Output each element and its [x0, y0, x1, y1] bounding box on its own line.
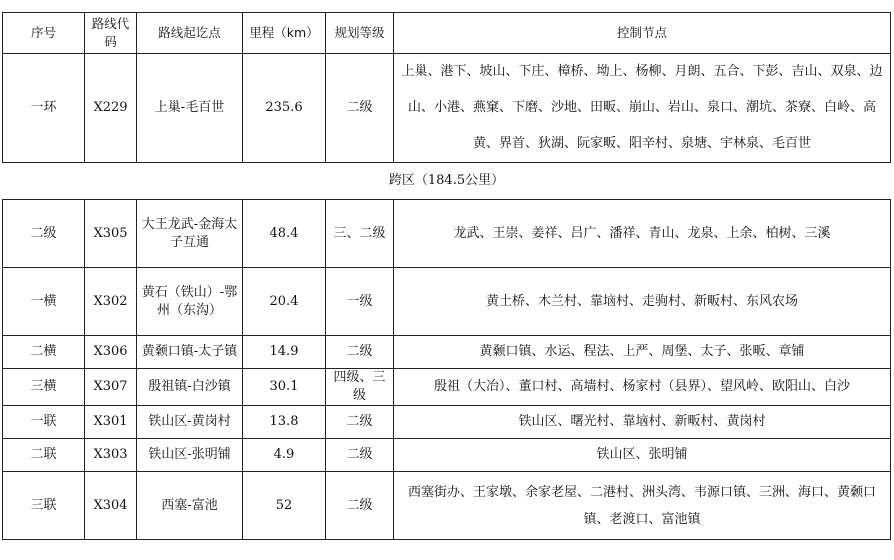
cell-seq: 一横 — [3, 268, 85, 336]
cell-route-endpoints: 大王龙武-金海太子互通 — [137, 200, 243, 268]
cell-control-nodes: 铁山区、曙光村、靠垴村、新畈村、黄岗村 — [394, 406, 891, 439]
cell-mileage: 14.9 — [243, 336, 326, 369]
cell-route-endpoints: 西塞-富池 — [137, 472, 243, 540]
table-row — [3, 268, 891, 336]
cell-mileage: 235.6 — [243, 54, 326, 163]
span-section-row — [3, 163, 891, 200]
cell-grade: 二级 — [326, 54, 394, 163]
cell-control-nodes: 龙武、王崇、姜祥、吕广、潘祥、青山、龙泉、上余、柏树、三溪 — [394, 200, 891, 268]
cell-route-endpoints: 铁山区-张明铺 — [137, 439, 243, 472]
cell-route-code: X307 — [85, 369, 137, 406]
cell-route-endpoints: 殷祖镇-白沙镇 — [137, 369, 243, 406]
table-row — [3, 439, 891, 472]
header-control-nodes: 控制节点 — [394, 13, 891, 54]
cell-seq: 三横 — [3, 369, 85, 406]
table-row — [3, 406, 891, 439]
table-row — [3, 336, 891, 369]
cell-route-code: X302 — [85, 268, 137, 336]
header-route-code: 路线代码 — [85, 13, 137, 54]
cell-route-endpoints: 黄石（铁山）-鄂州（东沟） — [137, 268, 243, 336]
table-header-row — [3, 13, 891, 54]
cell-route-code: X303 — [85, 439, 137, 472]
cell-grade: 三、二级 — [326, 200, 394, 268]
cell-route-code: X306 — [85, 336, 137, 369]
span-section-label: 跨区（184.5公里） — [3, 163, 891, 200]
cell-control-nodes: 殷祖（大冶）、董口村、高墙村、杨家村（县界）、望风岭、欧阳山、白沙 — [394, 369, 891, 406]
cell-grade: 四级、三级 — [326, 369, 394, 406]
cell-control-nodes: 黄颡口镇、水运、程法、上严、周堡、太子、张畈、章铺 — [394, 336, 891, 369]
cell-seq: 二联 — [3, 439, 85, 472]
cell-grade: 二级 — [326, 406, 394, 439]
cell-mileage: 52 — [243, 472, 326, 540]
cell-route-endpoints: 黄颡口镇-太子镇 — [137, 336, 243, 369]
cell-mileage: 30.1 — [243, 369, 326, 406]
cell-mileage: 4.9 — [243, 439, 326, 472]
table-row — [3, 200, 891, 268]
cell-grade: 一级 — [326, 268, 394, 336]
header-grade: 规划等级 — [326, 13, 394, 54]
cell-control-nodes: 铁山区、张明铺 — [394, 439, 891, 472]
table-row — [3, 369, 891, 406]
header-mileage: 里程（km） — [243, 13, 326, 54]
cell-seq: 二横 — [3, 336, 85, 369]
cell-route-endpoints: 铁山区-黄岗村 — [137, 406, 243, 439]
cell-grade: 二级 — [326, 472, 394, 540]
cell-route-endpoints: 上巢-毛百世 — [137, 54, 243, 163]
table-row — [3, 472, 891, 540]
cell-seq: 二级 — [3, 200, 85, 268]
cell-mileage: 20.4 — [243, 268, 326, 336]
route-plan-table — [2, 12, 891, 540]
cell-control-nodes: 西塞街办、王家墩、余家老屋、二港村、洲头湾、韦源口镇、三洲、海口、黄颡口镇、老渡口、富池镇 — [394, 472, 891, 540]
header-route-endpoints: 路线起讫点 — [137, 13, 243, 54]
cell-route-code: X301 — [85, 406, 137, 439]
cell-grade: 二级 — [326, 439, 394, 472]
cell-seq: 一环 — [3, 54, 85, 163]
cell-seq: 三联 — [3, 472, 85, 540]
cell-mileage: 13.8 — [243, 406, 326, 439]
cell-seq: 一联 — [3, 406, 85, 439]
cell-control-nodes: 黄土桥、木兰村、靠垴村、走驹村、新畈村、东风农场 — [394, 268, 891, 336]
cell-mileage: 48.4 — [243, 200, 326, 268]
cell-route-code: X229 — [85, 54, 137, 163]
header-seq: 序号 — [3, 13, 85, 54]
cell-route-code: X305 — [85, 200, 137, 268]
cell-control-nodes: 上巢、港下、坡山、下庄、樟桥、坳上、杨柳、月朗、五合、下彭、吉山、双泉、边山、小港、燕窠、下磨、沙地、田畈、崩山、岩山、泉口、潮坑、茶寮、白岭、高黄、界首、狄湖、阮家畈、阳辛村、泉塘、宇林泉、毛百世 — [394, 54, 891, 163]
cell-grade: 二级 — [326, 336, 394, 369]
table-row — [3, 54, 891, 163]
cell-route-code: X304 — [85, 472, 137, 540]
